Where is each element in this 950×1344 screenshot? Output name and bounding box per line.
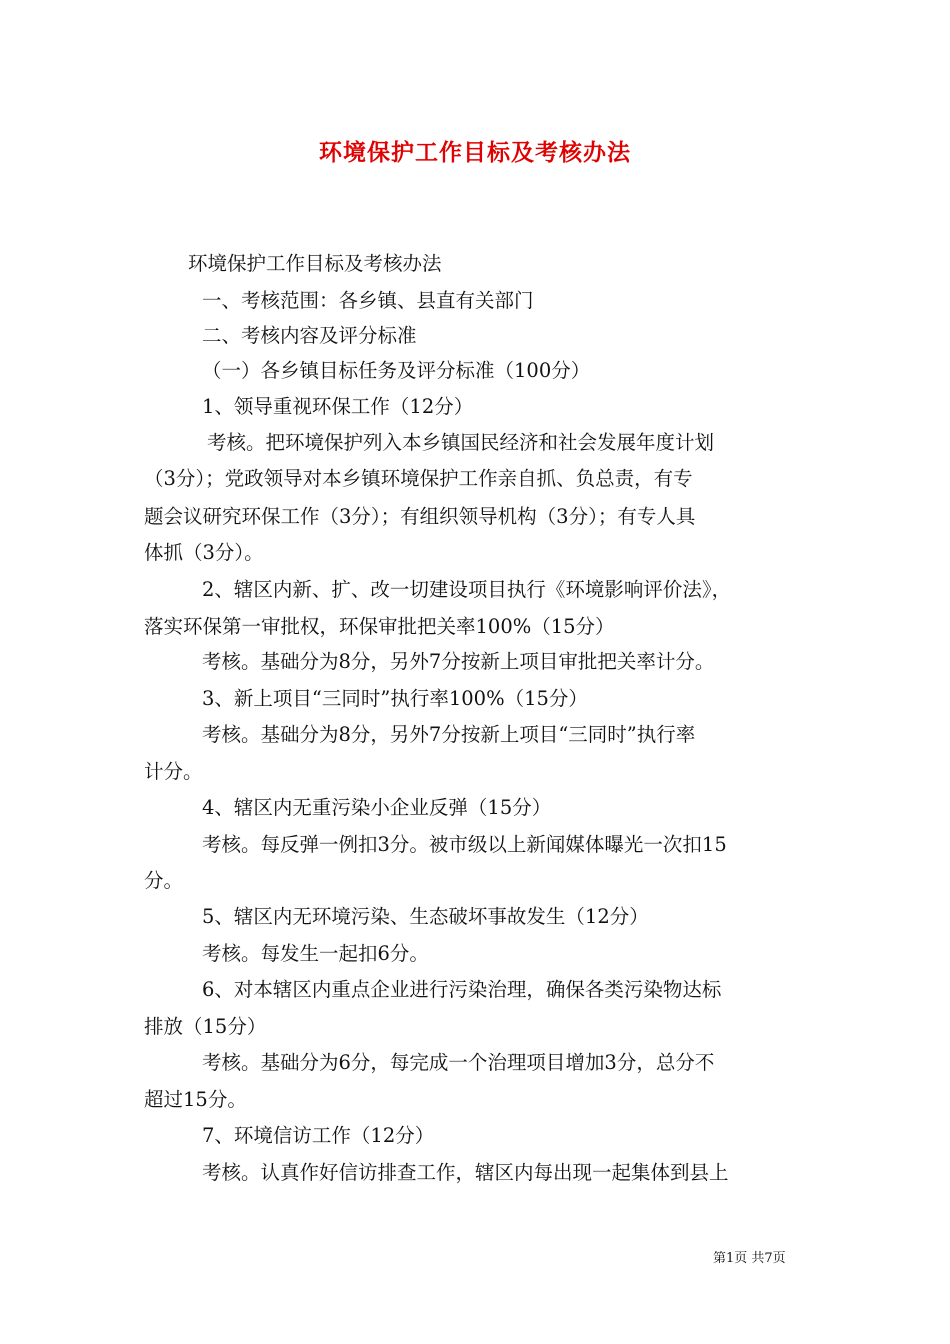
body-line: 题会议研究环保工作（3分）；有组织领导机构（3分）；有专人具 [144,505,696,528]
page-indicator: 第1页 共7页 [713,1251,786,1266]
body-line: 4、辖区内无重污染小企业反弹（15分） [202,796,552,819]
body-line: 考核。基础分为8分，另外7分按新上项目“三同时”执行率 [202,723,696,746]
body-line: 考核。每发生一起扣6分。 [202,942,429,965]
body-line: 3、新上项目“三同时”执行率100%（15分） [202,687,588,710]
body-line: 体抓（3分）。 [144,541,264,564]
document-title: 环境保护工作目标及考核办法 [319,139,631,166]
body-line: 落实环保第一审批权，环保审批把关率100%（15分） [144,615,615,638]
body-line: 1、领导重视环保工作（12分） [202,395,474,418]
body-line: （3分）；党政领导对本乡镇环境保护工作亲自抓、负总责，有专 [144,467,693,490]
body-line: 考核。把环境保护列入本乡镇国民经济和社会发展年度计划 [207,431,715,454]
body-line: 二、考核内容及评分标准 [202,324,417,347]
body-line: （一）各乡镇目标任务及评分标准（100分） [202,359,591,382]
body-line: 7、环境信访工作（12分） [202,1124,435,1147]
body-line: 6、对本辖区内重点企业进行污染治理，确保各类污染物达标 [202,978,722,1001]
body-line: 考核。基础分为8分，另外7分按新上项目审批把关率计分。 [202,650,715,673]
body-line: 排放（15分） [144,1015,267,1038]
body-line: 考核。认真作好信访排查工作，辖区内每出现一起集体到县上 [202,1161,729,1184]
body-line: 计分。 [144,760,203,783]
body-line: 一、考核范围：各乡镇、县直有关部门 [202,289,534,312]
body-line: 考核。基础分为6分，每完成一个治理项目增加3分，总分不 [202,1051,715,1074]
body-line: 分。 [144,869,184,892]
body-line: 考核。每反弹一例扣3分。被市级以上新闻媒体曝光一次扣15 [202,833,727,856]
body-line: 2、辖区内新、扩、改一切建设项目执行《环境影响评价法》， [202,578,732,601]
body-line: 5、辖区内无环境污染、生态破坏事故发生（12分） [202,905,649,928]
body-line: 环境保护工作目标及考核办法 [188,252,442,275]
body-line: 超过15分。 [144,1088,247,1111]
